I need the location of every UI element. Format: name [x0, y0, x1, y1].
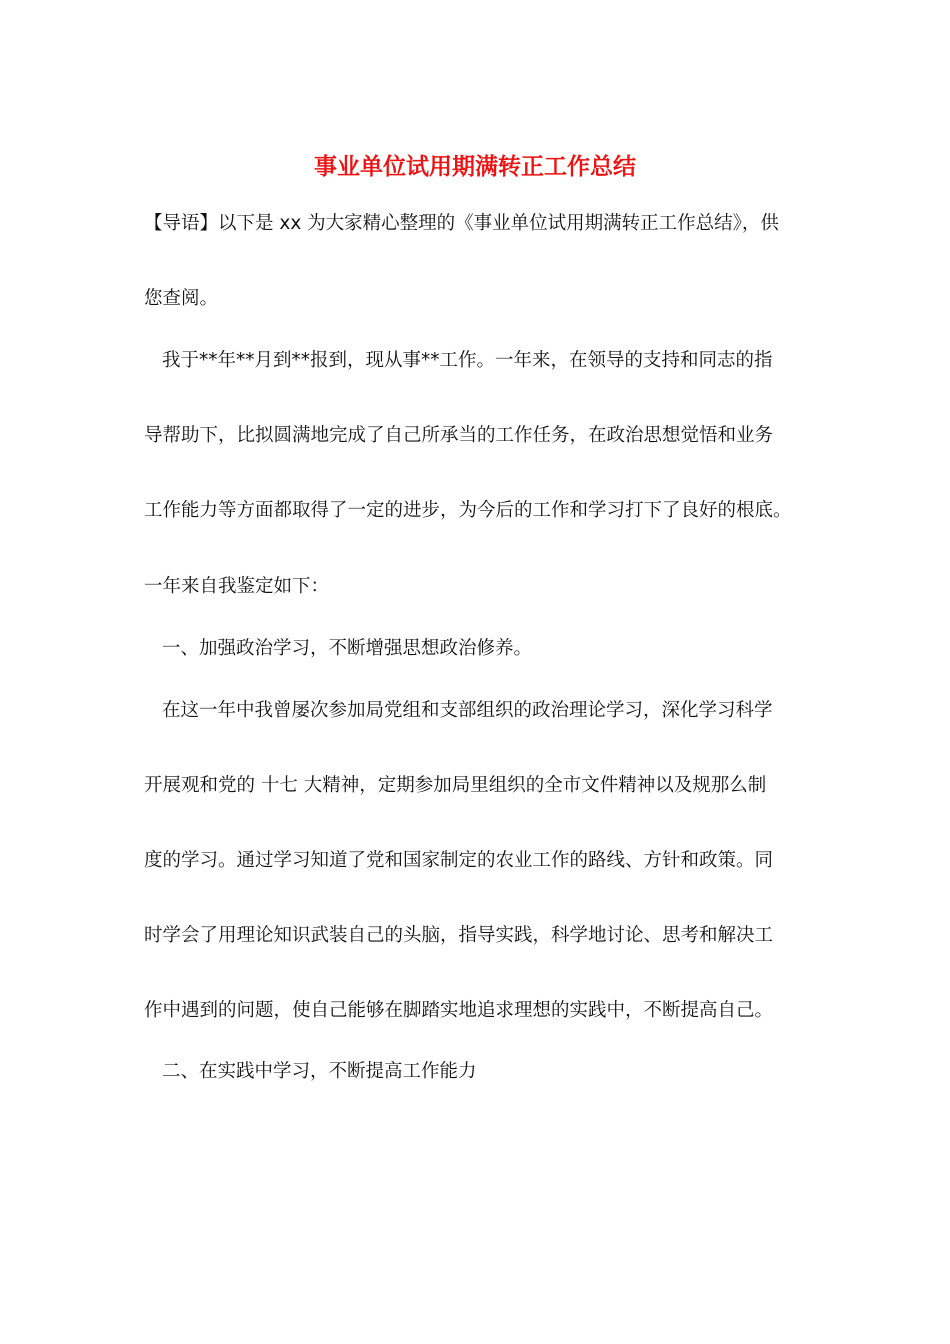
paragraph-line: 开展观和党的 十七 大精神，定期参加局里组织的全市文件精神以及规那么制	[144, 775, 767, 796]
paragraph-line: 时学会了用理论知识武装自己的头脑，指导实践，科学地讨论、思考和解决工	[144, 925, 774, 946]
paragraph-line: 度的学习。通过学习知道了党和国家制定的农业工作的路线、方针和政策。同	[144, 850, 774, 871]
intro-line-1: 【导语】以下是 xx 为大家精心整理的《事业单位试用期满转正工作总结》，供	[144, 213, 779, 234]
paragraph-line: 工作能力等方面都取得了一定的进步，为今后的工作和学习打下了良好的根底。	[144, 500, 792, 521]
paragraph-line: 我于**年**月到**报到，现从事**工作。一年来，在领导的支持和同志的指	[162, 350, 773, 371]
paragraph-line: 一年来自我鉴定如下：	[144, 576, 330, 597]
intro-line-2: 您查阅。	[144, 288, 219, 309]
paragraph-line: 在这一年中我曾屡次参加局党组和支部组织的政治理论学习，深化学习科学	[162, 700, 773, 721]
paragraph-line: 导帮助下，比拟圆满地完成了自己所承当的工作任务，在政治思想觉悟和业务	[144, 425, 774, 446]
document-title: 事业单位试用期满转正工作总结	[314, 153, 636, 180]
section-heading-2: 二、在实践中学习，不断提高工作能力	[162, 1061, 477, 1082]
paragraph-line: 作中遇到的问题，使自己能够在脚踏实地追求理想的实践中，不断提高自己。	[144, 1000, 774, 1021]
section-heading-1: 一、加强政治学习，不断增强思想政治修养。	[162, 638, 533, 659]
